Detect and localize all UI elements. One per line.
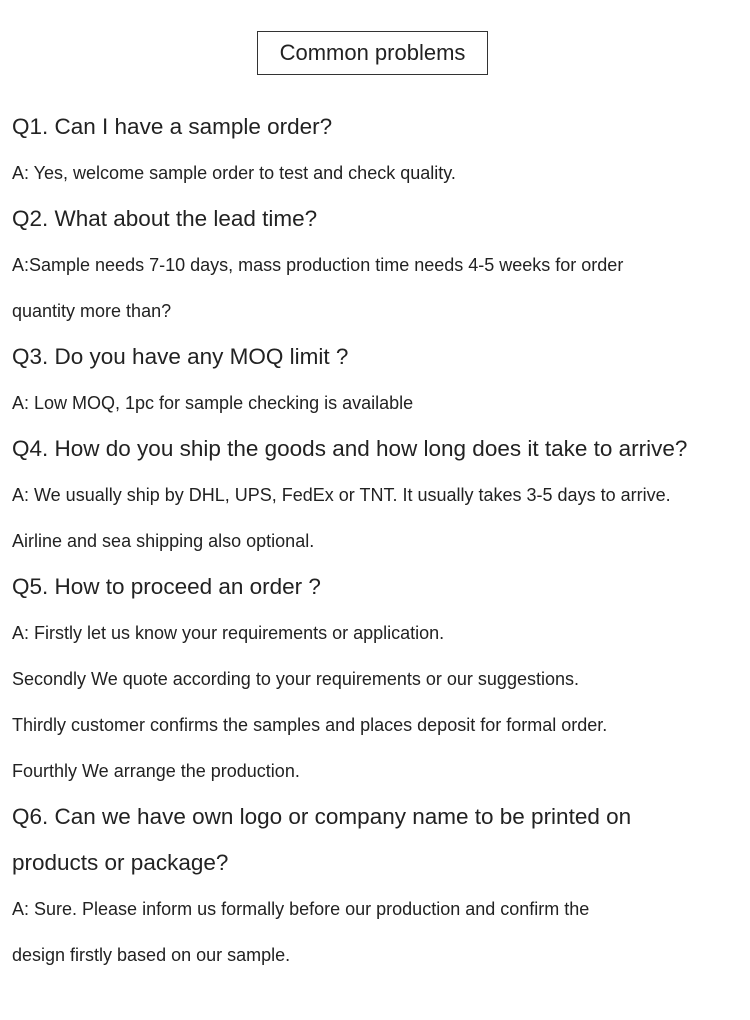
- answer-line: Fourthly We arrange the production.: [12, 761, 300, 781]
- question-q3: Q3. Do you have any MOQ limit ?: [12, 344, 349, 369]
- question-q2: Q2. What about the lead time?: [12, 206, 318, 231]
- faq-item-q5: [12, 564, 748, 794]
- page-title: Common problems: [257, 31, 488, 75]
- question-q5: Q5. How to proceed an order ?: [12, 574, 321, 599]
- answer-line: A: Firstly let us know your requirements or application.: [12, 623, 445, 643]
- answer-line: A: We usually ship by DHL, UPS, FedEx or TNT. It usually takes 3-5 days to arrive.: [12, 485, 671, 505]
- answer-line: Secondly We quote according to your requirements or our suggestions.: [12, 669, 579, 689]
- answer-line: A: Yes, welcome sample order to test and check quality.: [12, 163, 456, 183]
- answer-line: A:Sample needs 7-10 days, mass production time needs 4-5 weeks for order: [12, 255, 624, 275]
- question-q6-line: Q6. Can we have own logo or company name to be printed on: [12, 804, 632, 829]
- answer-line: Airline and sea shipping also optional.: [12, 531, 315, 551]
- answer-line: A: Sure. Please inform us formally before our production and confirm the: [12, 899, 590, 919]
- answer-line: Thirdly customer confirms the samples and places deposit for formal order.: [12, 715, 608, 735]
- faq-item-q2: [12, 196, 748, 334]
- faq-item-q3: [12, 334, 748, 426]
- faq-item-q1: [12, 104, 748, 196]
- answer-line: design firstly based on our sample.: [12, 945, 291, 965]
- question-q6-line: products or package?: [12, 850, 229, 875]
- faq-list: [12, 104, 748, 978]
- faq-item-q4: [12, 426, 748, 564]
- answer-line: quantity more than?: [12, 301, 172, 321]
- faq-item-q6: [12, 794, 748, 978]
- answer-line: A: Low MOQ, 1pc for sample checking is available: [12, 393, 414, 413]
- question-q1: Q1. Can I have a sample order?: [12, 114, 333, 139]
- question-q4: Q4. How do you ship the goods and how long does it take to arrive?: [12, 436, 688, 461]
